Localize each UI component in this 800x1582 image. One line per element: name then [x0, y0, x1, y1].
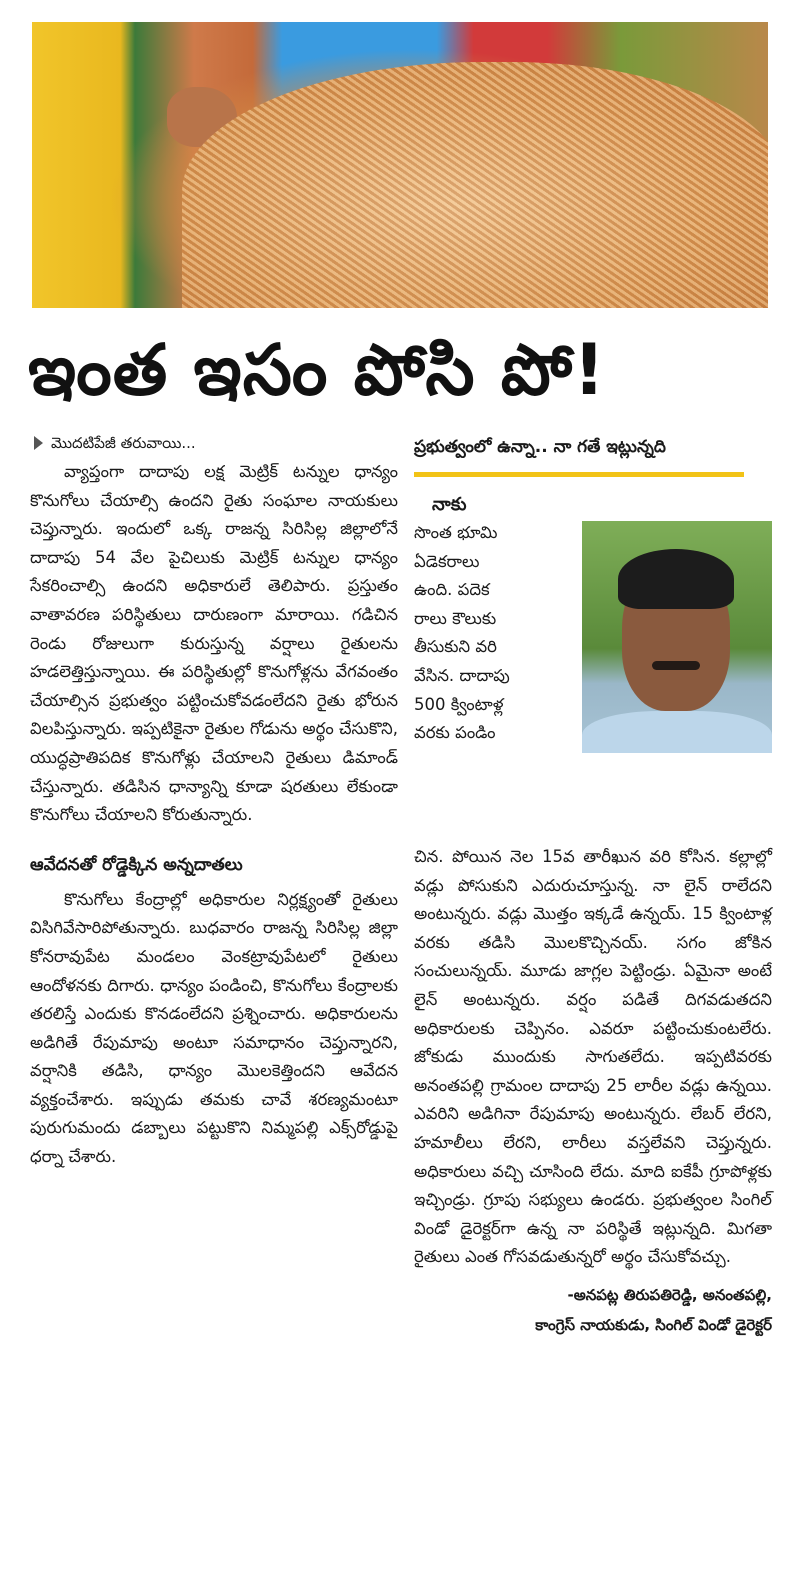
continued-kicker	[30, 430, 398, 456]
quote-line: సొంత భూమి	[414, 523, 498, 542]
quote-line: 500 క్వింటాళ్ల	[414, 694, 504, 714]
byline-name: -అనపట్ల తిరుపతిరెడ్డి, అనంతపల్లి,	[567, 1285, 772, 1304]
kicker-text: మొదటిపేజీ తరువాయి...	[51, 434, 196, 452]
quote-body: చిన. పోయిన నెల 15వ తారీఖున వరి కోసిన. కల్లాల్లో వడ్లు పోసుకుని ఎదురుచూస్తున్న. నా లైన్ రాలేదని అంటున్నరు. వడ్లు మొత్తం ఇక్కడే ఉన్నయ్. 15 క్వింటాళ్ల వరకు తడిసి మొలకొచ్చినయ్. సగం జోకిన సంచులున్నయ్. మూడు జాగ్లల పెట్టిండ్రు. ఏమైనా అంటే లైన్ అంటున్నరు. వర్షం పడితే దిగవడుతదని అధికారులకు చెప్పినం. ఎవరూ పట్టించుకుంటలేరు. జోకుడు ముందుకు సాగుతలేదు. ఇప్పటివరకు అనంతపల్లి గ్రామంల దాదాపు 25 లారీల వడ్లు ఉన్నయి. ఎవరిని అడిగినా రేపుమాపు అంటున్నరు. లేబర్ లేరని, హమాలీలు లేరని, లారీలు వస్తలేవని చెప్తున్నరు. అధికారులు వచ్చి చూసింది లేదు. మాది ఐకేపీ గ్రూపోళ్లకు ఇచ్చిండ్రు. గ్రూపు సభ్యులు ఉండరు. ప్రభుత్వంల సింగిల్ విండో డైరెక్టర్‌గా ఉన్న నా పరిస్థితే ఇట్లున్నది. మిగతా రైతులు ఎంత గోసవడుతున్నరో అర్థం చేసుకోవచ్చు.	[414, 847, 772, 1267]
article-paragraph-2: కొనుగోలు కేంద్రాల్లో అధికారుల నిర్లక్ష్యంతో రైతులు విసిగివేసారిపోతున్నారు. బుధవారం రాజన్న సిరిసిల్ల జిల్లా కోనరావుపేట మండలం వెంకట్రావుపేటలో రైతులు ఆందోళనకు దిగారు. ధాన్యం పండించి, కొనుగోలు కేంద్రాలకు తరలిస్తే ఎందుకు కొనడంలేదని ప్రశ్నించారు. అధికారులను అడిగితే రేపుమాపు అంటూ సమాధానం చెప్తున్నారని, వర్షానికి తడిసి, ధాన్యం మొలకెత్తిందని ఆవేదన వ్యక్తంచేశారు. ఇప్పుడు తమకు చావే శరణ్యమంటూ పురుగుమందు డబ్బాలు పట్టుకొని నిమ్మపల్లి ఎక్స్‌రోడ్డుపై ధర్నా చేశారు.	[30, 889, 398, 1167]
portrait-moustache	[652, 661, 700, 670]
byline-designation: కాంగ్రెస్ నాయకుడు, సింగిల్ విండో డైరెక్టర్	[535, 1315, 772, 1334]
left-column	[30, 430, 398, 1172]
quote-line: రాలు కౌలుకు	[414, 608, 497, 628]
sidebar-heading: ప్రభుత్వంలో ఉన్నా.. నా గతే ఇట్లున్నది	[414, 437, 666, 457]
headline: ఇంత ఇసం పోసి పో!	[28, 329, 607, 411]
subheading: ఆవేదనతో రోడ్డెక్కిన అన్నదాతలు	[30, 854, 243, 875]
farmer-portrait	[582, 521, 772, 753]
portrait-shirt	[582, 711, 772, 753]
yellow-divider	[414, 472, 744, 477]
quote-line: తీసుకుని వరి	[414, 637, 497, 657]
quote-line: వరకు పండిం	[414, 723, 496, 743]
portrait-hair	[618, 549, 734, 609]
quote-short-lines	[414, 519, 564, 748]
article-paragraph-1: వ్యాప్తంగా దాదాపు లక్ష మెట్రిక్ టన్నుల ధాన్యం కొనుగోలు చేయాల్సి ఉందని రైతు సంఘాల నాయకులు చెప్తున్నారు. ఇందులో ఒక్క రాజన్న సిరిసిల్ల జిల్లాలోనే దాదాపు 54 వేల పైచిలుకు మెట్రిక్ టన్నుల ధాన్యం సేకరించాల్సి ఉందని అధికారులే తెలిపారు. ప్రస్తుతం వాతావరణ పరిస్థితులు దారుణంగా మారాయి. గడిచిన రెండు రోజులుగా కురుస్తున్న వర్షాలు రైతులను హడలెత్తిస్తున్నాయి. ఈ పరిస్థితుల్లో కొనుగోళ్లను వేగవంతం చేయాల్సిన ప్రభుత్వం పట్టించుకోవడంలేదని రైతు భోరున విలపిస్తున్నారు. ఇప్పటికైనా రైతుల గోడును అర్థం చేసుకొని, యుద్ధప్రాతిపదిక కొనుగోళ్లు చేయాలని రైతులు డిమాండ్ చేస్తున్నారు. తడిసిన ధాన్యాన్ని కూడా షరతులు లేకుండా కొనుగోలు చేయాలని కోరుతున్నారు.	[30, 462, 398, 825]
grain-photo	[32, 22, 768, 308]
quote-lead: నాకు	[432, 494, 467, 515]
sidebar-top	[414, 491, 772, 843]
paddy-grain-heap	[182, 62, 768, 308]
quote-line: ఉంది. పదెక	[414, 580, 490, 600]
quote-line: వేసిన. దాదాపు	[414, 665, 510, 685]
right-column	[414, 430, 772, 1338]
quote-line: ఏడెకరాలు	[414, 551, 480, 571]
arrow-icon	[34, 436, 43, 450]
